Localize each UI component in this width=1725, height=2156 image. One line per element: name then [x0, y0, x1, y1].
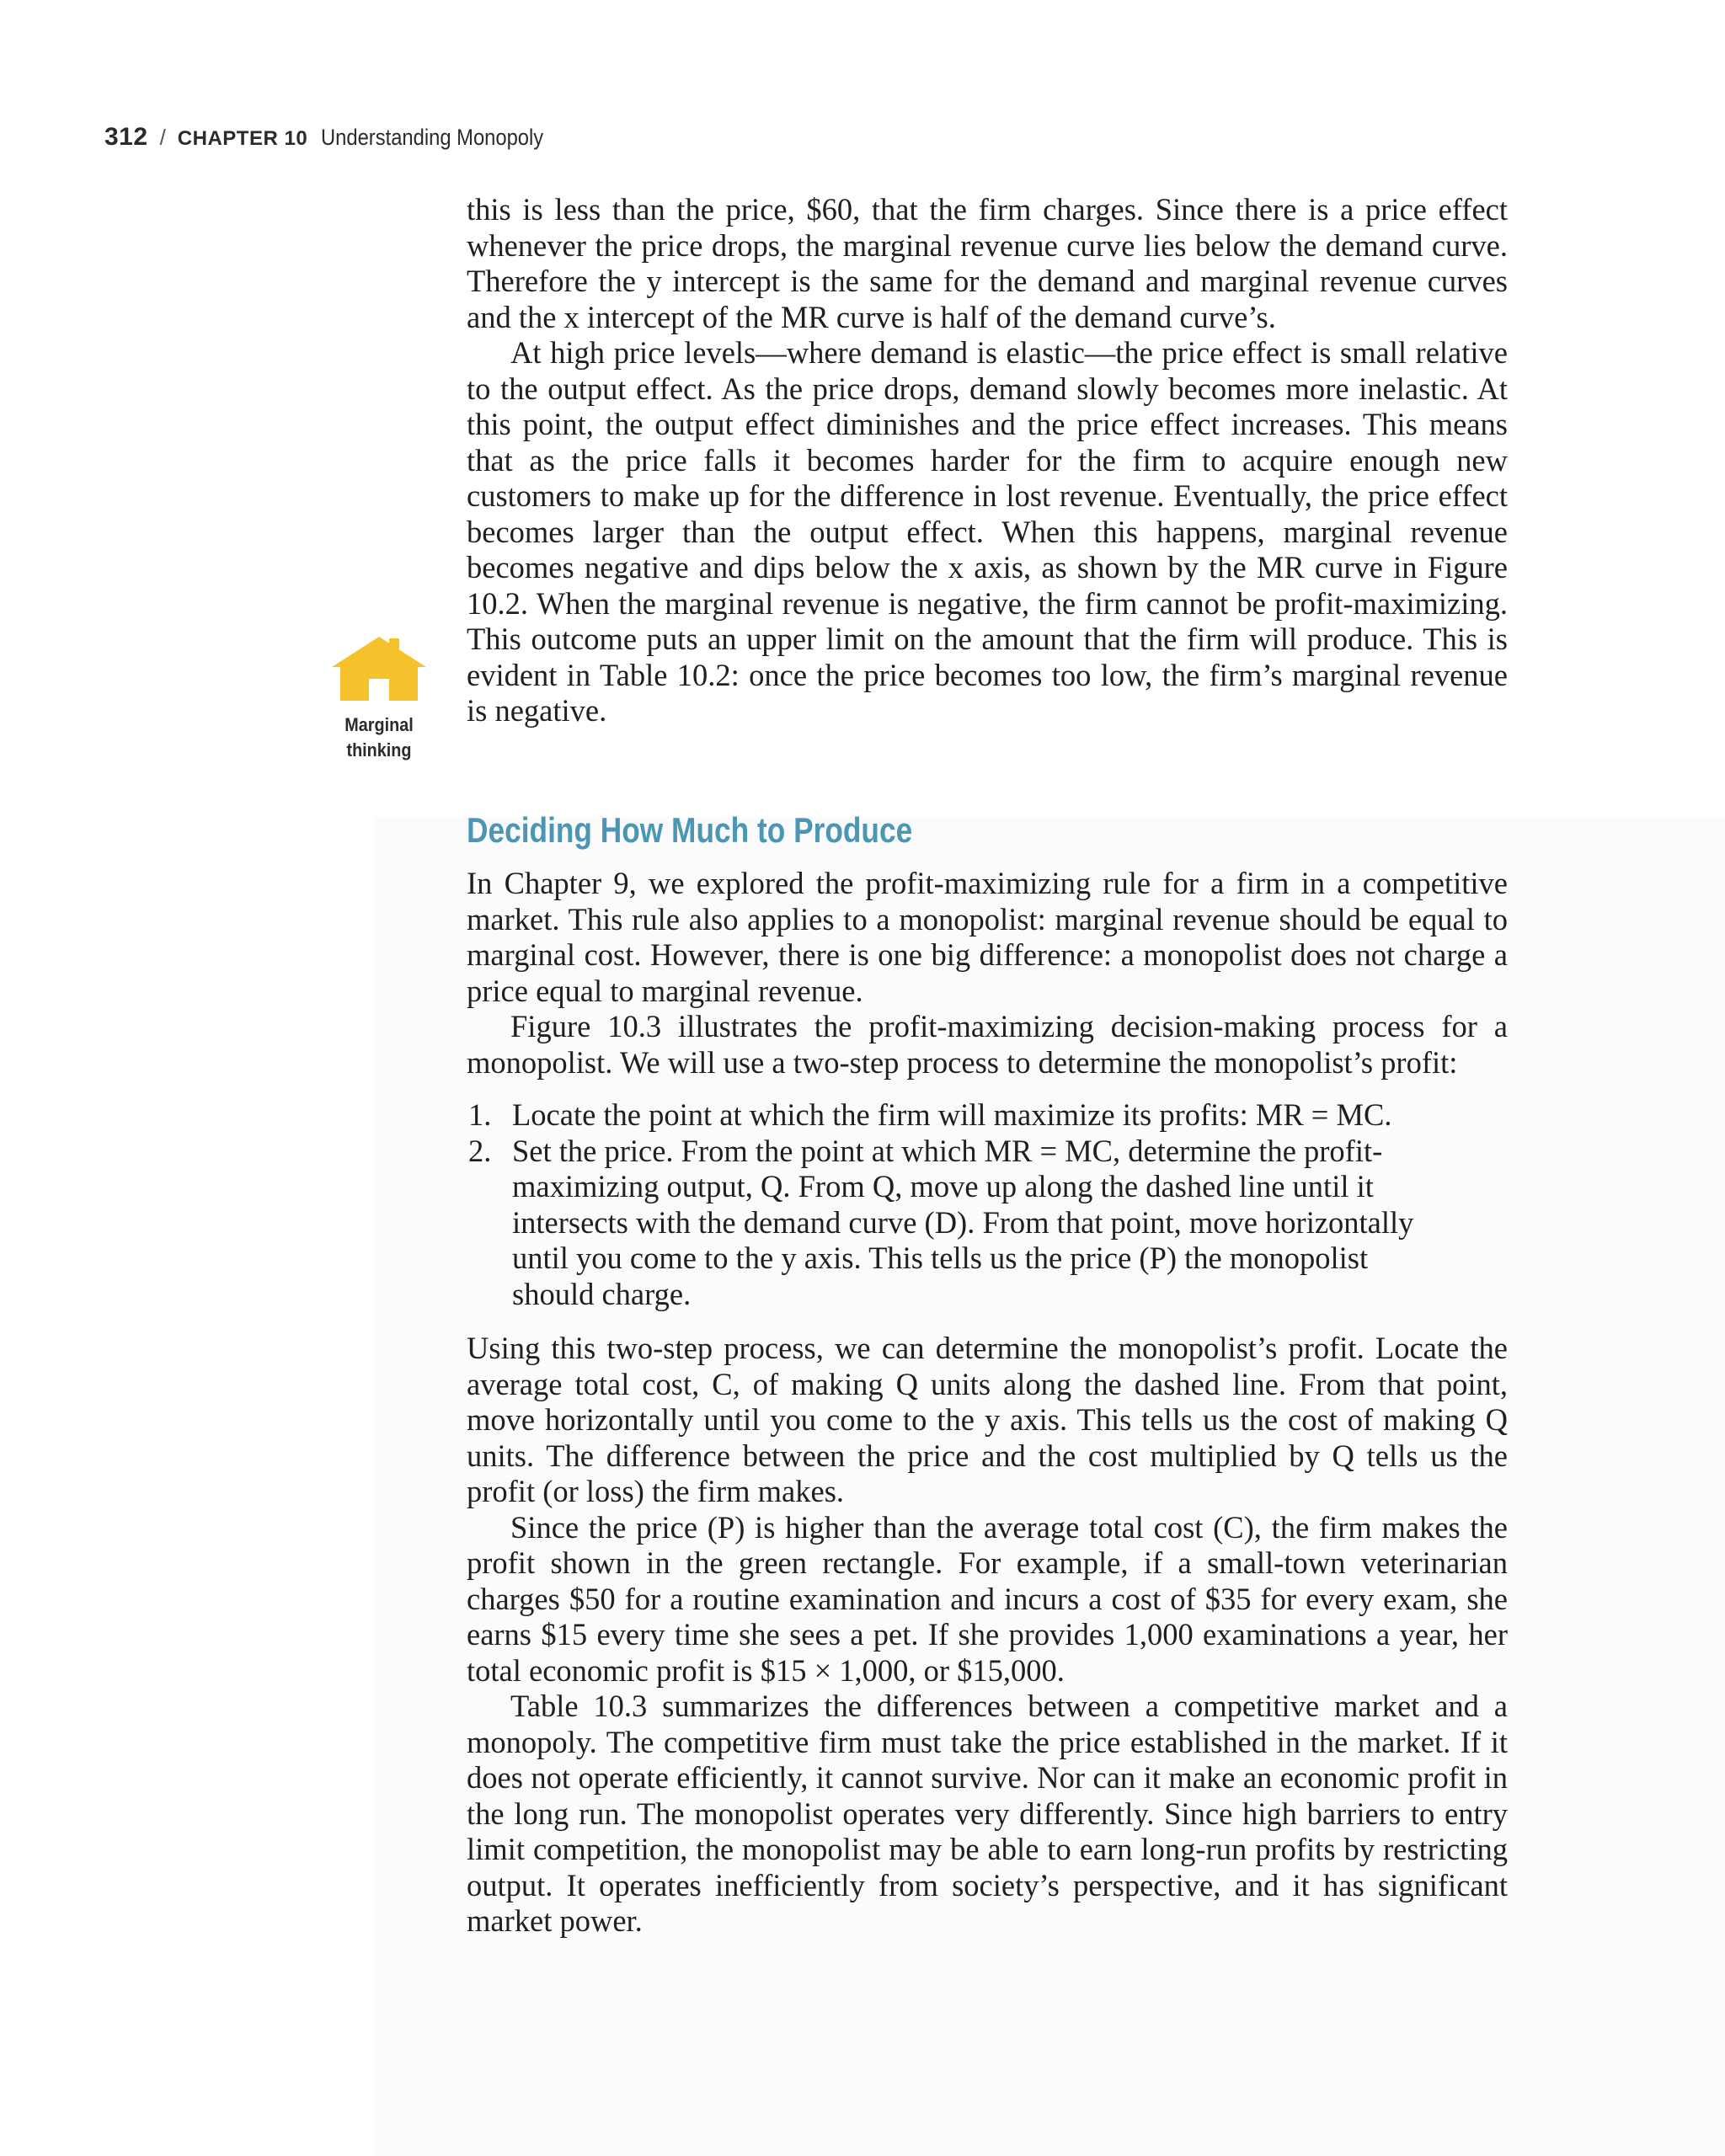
header-separator: /	[159, 125, 166, 150]
running-header	[104, 123, 574, 157]
paragraph-7: Table 10.3 summarizes the differences between a competitive market and a monopoly. The competitive firm must take the price established in the market. If it does not operate efficiently, it cannot survive. Nor can it make an economic profit in the long run. The monopolist operates very differently. Since high barriers to entry limit competition, the monopolist may be able to earn long-run profits by restricting output. It operates inefficiently from society’s perspective, and it has significant market power.	[467, 1689, 1508, 1938]
step-number: 2.	[468, 1133, 492, 1168]
list-item	[467, 1097, 1452, 1134]
lower-text-block	[467, 866, 1508, 1940]
paragraph-5: Using this two-step process, we can determine the monopolist’s profit. Locate the average total cost, C, of making Q units along the dashed line. From that point, move horizontally until you come to the y axis. This tells us the cost of making Q units. The difference between the price and the cost multiplied by Q tells us the profit (or loss) the firm makes.	[467, 1331, 1508, 1508]
step-number: 1.	[468, 1097, 492, 1132]
paragraph-6: Since the price (P) is higher than the average total cost (C), the firm makes the profit shown in the green rectangle. For example, if a small-town veterinarian charges $50 for a routine examination and incurs a cost of $35 for every exam, she earns $15 every time she sees a pet. If she provides 1,000 examinations a year, her total economic profit is $15 × 1,000, or $15,000.	[467, 1509, 1508, 1688]
upper-text-block	[467, 192, 1508, 729]
paragraph-1: this is less than the price, $60, that the firm charges. Since there is a price effect whenever the price drops, the marginal revenue curve lies below the demand curve. Therefore the y intercept is the same for the demand and marginal revenue curves and the x intercept of the MR curve is half of the demand curve’s.	[467, 192, 1508, 334]
list-item	[467, 1134, 1452, 1313]
margin-note-line1: Marginal	[344, 714, 414, 735]
paragraph-4: Figure 10.3 illustrates the profit-maximizing decision-making process for a monopolist. We will use a two-step process to determine the monopolist’s profit:	[467, 1009, 1508, 1080]
margin-note-label	[317, 712, 441, 763]
steps-list	[467, 1097, 1508, 1312]
chapter-title: Understanding Monopoly	[321, 125, 544, 150]
page-number: 312	[104, 123, 148, 151]
chapter-label: CHAPTER 10	[177, 127, 308, 150]
margin-note-line2: thinking	[346, 739, 412, 760]
section-heading: Deciding How Much to Produce	[467, 810, 913, 850]
step-text: Locate the point at which the firm will maximize its profits: MR = MC.	[512, 1097, 1392, 1132]
house-icon	[328, 633, 430, 702]
step-text: Set the price. From the point at which MR = MC, determine the profit-maximizing output, Q. From Q, move up along the dashed line until it intersects with the demand curve (D). From that point, move horizontally until you come to the y axis. This tells us the price (P) the monopolist should charge.	[512, 1133, 1414, 1311]
paragraph-3: In Chapter 9, we explored the profit-maximizing rule for a firm in a competitive market. This rule also applies to a monopolist: marginal revenue should be equal to marginal cost. However, there is one big difference: a monopolist does not charge a price equal to marginal revenue.	[467, 866, 1508, 1008]
paragraph-2: At high price levels—where demand is elastic—the price effect is small relative to the output effect. As the price drops, demand slowly becomes more inelastic. At this point, the output effect diminishes and the price effect increases. This means that as the price falls it becomes harder for the firm to acquire enough new customers to make up for the difference in lost revenue. Eventually, the price effect becomes larger than the output effect. When this happens, marginal revenue becomes negative and dips below the x axis, as shown by the MR curve in Figure 10.2. When the marginal revenue is negative, the firm cannot be profit-maximizing. This outcome puts an upper limit on the amount that the firm will produce. This is evident in Table 10.2: once the price becomes too low, the firm’s marginal revenue is negative.	[467, 335, 1508, 728]
